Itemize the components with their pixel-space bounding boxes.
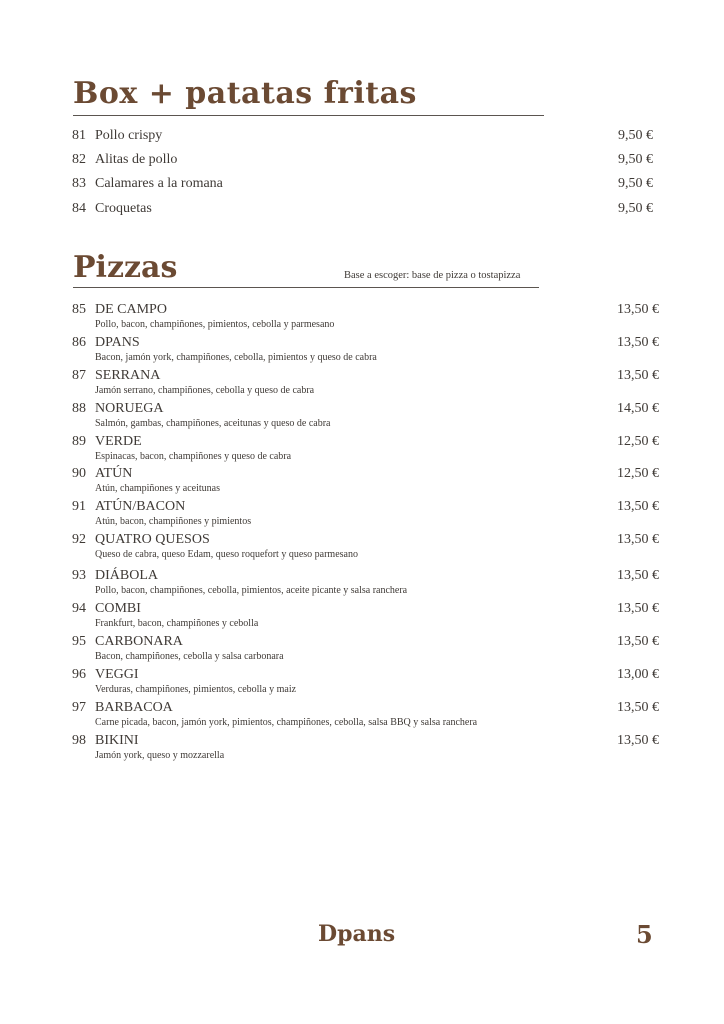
menu-item (72, 466, 659, 494)
item-description: Pollo, bacon, champiñones, pimientos, cebolla y parmesano (95, 319, 335, 330)
item-description: Bacon, jamón york, champiñones, cebolla, pimientos y queso de cabra (95, 352, 377, 363)
item-number: 92 (72, 532, 86, 547)
item-number: 89 (72, 434, 86, 449)
item-number: 81 (72, 128, 86, 143)
item-price: 13,50 € (617, 532, 659, 547)
item-description: Espinacas, bacon, champiñones y queso de cabra (95, 451, 292, 462)
menu-item (72, 176, 653, 200)
item-price: 13,50 € (617, 335, 659, 350)
menu-item (72, 368, 659, 396)
item-number: 87 (72, 368, 86, 383)
item-description: Atún, champiñones y aceitunas (95, 483, 220, 494)
item-name: NORUEGA (95, 401, 164, 416)
item-name: DE CAMPO (95, 302, 167, 317)
menu-item (72, 434, 659, 462)
menu-item (72, 634, 659, 662)
item-price: 13,50 € (617, 568, 659, 583)
item-number: 84 (72, 201, 86, 216)
footer-brand: Dpans (318, 921, 396, 947)
item-price: 13,00 € (617, 667, 659, 682)
item-number: 95 (72, 634, 86, 649)
item-price: 13,50 € (617, 302, 659, 317)
item-number: 96 (72, 667, 86, 682)
box-section-title: Box + patatas fritas (73, 76, 417, 111)
item-name: DPANS (95, 335, 140, 350)
item-price: 14,50 € (617, 401, 659, 416)
menu-item (72, 201, 653, 225)
menu-item (72, 499, 659, 527)
item-number: 85 (72, 302, 86, 317)
item-description: Carne picada, bacon, jamón york, pimientos, champiñones, cebolla, salsa BBQ y salsa ranchera (95, 717, 478, 728)
item-price: 9,50 € (618, 201, 653, 216)
menu-item (72, 700, 659, 728)
item-name: VEGGI (95, 667, 139, 682)
item-price: 9,50 € (618, 176, 653, 191)
item-description: Atún, bacon, champiñones y pimientos (95, 516, 252, 527)
item-description: Jamón york, queso y mozzarella (95, 750, 225, 761)
menu-item (72, 667, 659, 695)
item-price: 13,50 € (617, 601, 659, 616)
menu-item (72, 302, 659, 330)
item-description: Verduras, champiñones, pimientos, cebolla y maiz (95, 684, 297, 695)
item-name: QUATRO QUESOS (95, 532, 210, 547)
item-description: Frankfurt, bacon, champiñones y cebolla (95, 618, 259, 629)
item-name: Alitas de pollo (95, 152, 178, 167)
item-price: 12,50 € (617, 434, 659, 449)
menu-item (72, 532, 659, 560)
item-name: ATÚN (95, 466, 133, 481)
page-number: 5 (636, 920, 653, 949)
item-price: 9,50 € (618, 128, 653, 143)
item-price: 12,50 € (617, 466, 659, 481)
item-name: Croquetas (95, 201, 152, 216)
menu-item (72, 733, 659, 761)
menu-item (72, 401, 659, 429)
menu-item (72, 335, 659, 363)
item-name: CARBONARA (95, 634, 183, 649)
item-name: DIÁBOLA (95, 568, 158, 583)
item-number: 97 (72, 700, 86, 715)
pizzas-base-note: Base a escoger: base de pizza o tostapizza (344, 270, 521, 281)
item-price: 9,50 € (618, 152, 653, 167)
item-description: Queso de cabra, queso Edam, queso roquefort y queso parmesano (95, 549, 358, 560)
menu-item (72, 568, 659, 596)
item-number: 82 (72, 152, 86, 167)
item-name: SERRANA (95, 368, 161, 383)
pizzas-section-title: Pizzas (73, 250, 178, 285)
item-number: 90 (72, 466, 86, 481)
item-name: Calamares a la romana (95, 176, 223, 191)
item-description: Jamón serrano, champiñones, cebolla y queso de cabra (95, 385, 315, 396)
item-name: VERDE (95, 434, 142, 449)
item-number: 91 (72, 499, 86, 514)
pizzas-section-divider (73, 287, 539, 288)
item-description: Bacon, champiñones, cebolla y salsa carbonara (95, 651, 284, 662)
item-price: 13,50 € (617, 700, 659, 715)
item-price: 13,50 € (617, 368, 659, 383)
item-price: 13,50 € (617, 634, 659, 649)
item-price: 13,50 € (617, 733, 659, 748)
item-number: 98 (72, 733, 86, 748)
menu-item (72, 152, 653, 176)
item-number: 94 (72, 601, 86, 616)
item-price: 13,50 € (617, 499, 659, 514)
item-name: BIKINI (95, 733, 139, 748)
item-number: 93 (72, 568, 86, 583)
item-name: COMBI (95, 601, 141, 616)
item-description: Pollo, bacon, champiñones, cebolla, pimientos, aceite picante y salsa ranchera (95, 585, 408, 596)
menu-item (72, 128, 653, 152)
item-number: 83 (72, 176, 86, 191)
item-name: Pollo crispy (95, 128, 163, 143)
box-section-divider (73, 115, 544, 116)
item-number: 86 (72, 335, 86, 350)
item-name: ATÚN/BACON (95, 499, 186, 514)
item-name: BARBACOA (95, 700, 173, 715)
menu-item (72, 601, 659, 629)
item-description: Salmón, gambas, champiñones, aceitunas y queso de cabra (95, 418, 331, 429)
item-number: 88 (72, 401, 86, 416)
